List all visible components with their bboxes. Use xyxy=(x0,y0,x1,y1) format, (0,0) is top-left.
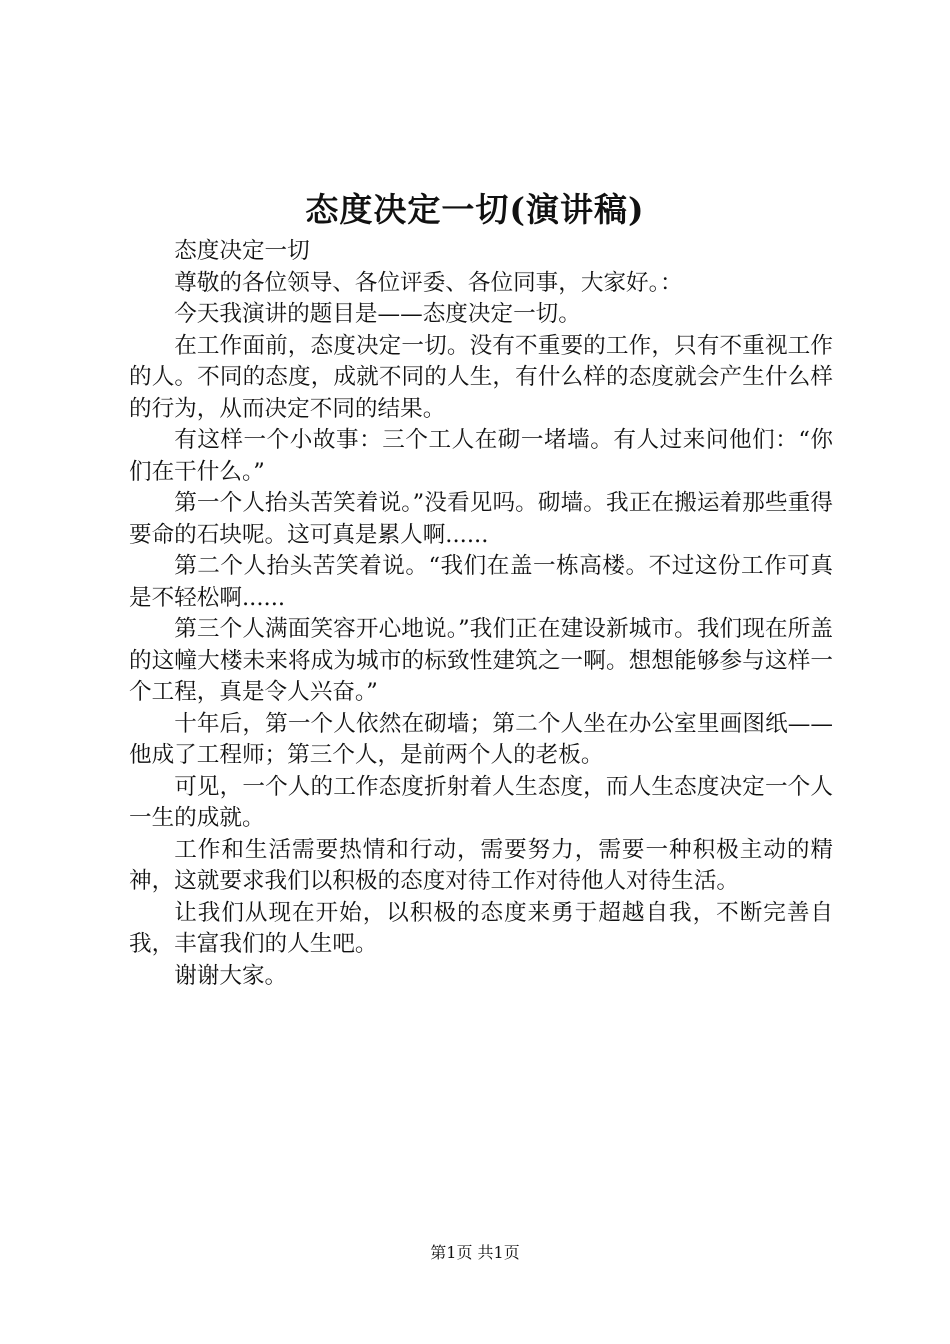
paragraph: 有这样一个小故事：三个工人在砌一堵墙。有人过来问他们：“你们在干什么。” xyxy=(129,427,833,485)
paragraph: 十年后，第一个人依然在砌墙；第二个人坐在办公室里画图纸——他成了工程师；第三个人，是前两个人的老板。 xyxy=(129,710,833,768)
paragraph: 第二个人抬头苦笑着说。“我们在盖一栋高楼。不过这份工作可真是不轻松啊...... xyxy=(129,553,833,611)
document-body xyxy=(129,236,833,992)
paragraph: 可见，一个人的工作态度折射着人生态度，而人生态度决定一个人一生的成就。 xyxy=(129,773,833,831)
paragraph-closing: 谢谢大家。 xyxy=(174,962,288,989)
paragraph: 在工作面前，态度决定一切。没有不重要的工作，只有不重视工作的人。不同的态度，成就不同的人生，有什么样的态度就会产生什么样的行为，从而决定不同的结果。 xyxy=(129,332,833,422)
paragraph: 第三个人满面笑容开心地说。”我们正在建设新城市。我们现在所盖的这幢大楼未来将成为城市的标致性建筑之一啊。想想能够参与这样一个工程，真是令人兴奋。” xyxy=(129,616,833,705)
paragraph: 第一个人抬头苦笑着说。”没看见吗。砌墙。我正在搬运着那些重得要命的石块呢。这可真是累人啊...... xyxy=(129,490,833,548)
paragraph: 让我们从现在开始，以积极的态度来勇于超越自我，不断完善自我，丰富我们的人生吧。 xyxy=(129,899,833,957)
document-title: 态度决定一切(演讲稿) xyxy=(305,190,645,229)
paragraph-greeting: 尊敬的各位领导、各位评委、各位同事，大家好。： xyxy=(174,269,683,296)
paragraph: 工作和生活需要热情和行动，需要努力，需要一种积极主动的精神，这就要求我们以积极的态度对待工作对待他人对待生活。 xyxy=(129,836,833,894)
page-number-footer: 第1页 共1页 xyxy=(430,1243,520,1262)
paragraph-topic: 今天我演讲的题目是——态度决定一切。 xyxy=(174,301,581,327)
paragraph-heading: 态度决定一切 xyxy=(174,238,310,264)
